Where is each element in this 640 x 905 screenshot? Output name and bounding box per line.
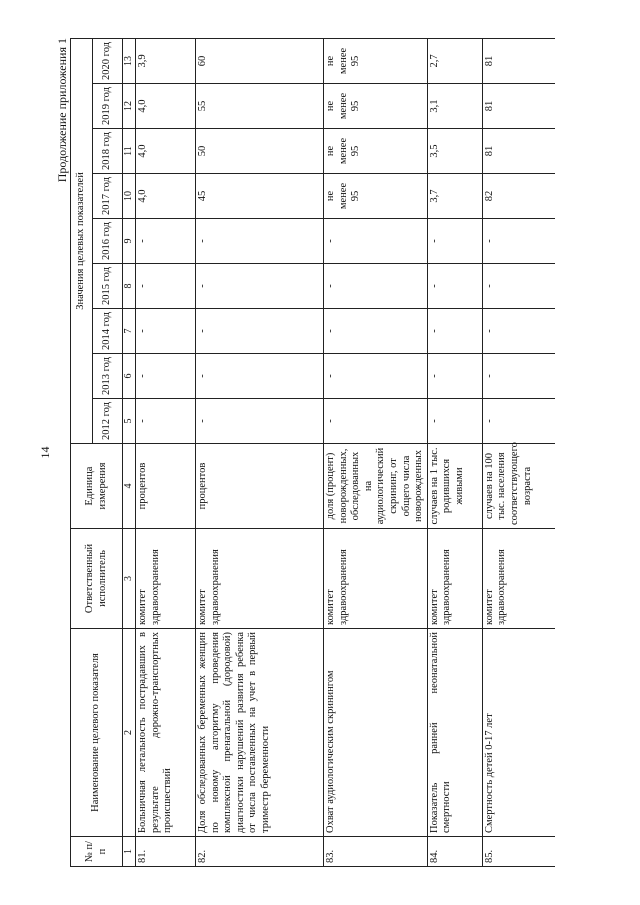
value-cell: - (324, 264, 428, 309)
indicator-name: Доля обследованных беременных женщин по новому алгоритму проведения комплексной пренатальной (дородовой) диагностики нарушений развития ребенка от числа поставленных на учет в первый триместр беременности (196, 629, 324, 837)
value-cell: - (324, 399, 428, 444)
table-row (482, 38, 554, 866)
value-cell: не менее 95 (324, 174, 428, 219)
header-year: 2015 год (93, 264, 123, 309)
table-row (324, 38, 428, 866)
value-cell: - (196, 264, 324, 309)
row-number: 82. (196, 837, 324, 867)
value-cell: 60 (196, 38, 324, 83)
measurement-unit: процентов (136, 444, 196, 529)
value-cell: - (196, 399, 324, 444)
header-unit: Единица измерения (71, 444, 123, 529)
header-year: 2020 год (93, 38, 123, 83)
value-cell: 4,0 (136, 84, 196, 129)
column-number: 4 (123, 444, 136, 529)
column-number: 8 (123, 264, 136, 309)
page-number: 14 (38, 446, 52, 459)
value-cell: - (324, 354, 428, 399)
measurement-unit: процентов (196, 444, 324, 529)
column-number: 9 (123, 219, 136, 264)
indicator-name: Больничная летальность пострадавших в результате дорожно-транспортных происшествий (136, 629, 196, 837)
column-number: 5 (123, 399, 136, 444)
header-year: 2014 год (93, 309, 123, 354)
header-year: 2018 год (93, 129, 123, 174)
value-cell: - (427, 354, 482, 399)
column-number: 1 (123, 837, 136, 867)
header-values-group: Значения целевых показателей (71, 38, 93, 443)
value-cell: 3,7 (427, 174, 482, 219)
row-number: 81. (136, 837, 196, 867)
value-cell: 2,7 (427, 38, 482, 83)
responsible-executor: комитет здравоохранения (136, 529, 196, 629)
measurement-unit: доля (процент) новорожденных, обследованных на аудиологический скрининг, от общего числа новорожденных (324, 444, 428, 529)
column-number: 13 (123, 38, 136, 83)
value-cell: 3,5 (427, 129, 482, 174)
header-num: № п/п (71, 837, 123, 867)
value-cell: 81 (482, 84, 554, 129)
value-cell: 50 (196, 129, 324, 174)
column-number: 11 (123, 129, 136, 174)
value-cell: - (196, 354, 324, 399)
value-cell: - (324, 219, 428, 264)
header-year: 2013 год (93, 354, 123, 399)
indicator-name: Охват аудиологическим скринингом (324, 629, 428, 837)
value-cell: не менее 95 (324, 129, 428, 174)
table-row (136, 38, 196, 866)
value-cell: - (136, 354, 196, 399)
value-cell: - (482, 399, 554, 444)
column-number: 7 (123, 309, 136, 354)
header-name: Наименование целевого показателя (71, 629, 123, 837)
value-cell: - (482, 219, 554, 264)
measurement-unit: случаев на 100 тыс. населения соответствующего возраста (482, 444, 554, 529)
value-cell: 81 (482, 129, 554, 174)
column-number: 2 (123, 629, 136, 837)
header-year: 2017 год (93, 174, 123, 219)
measurement-unit: случаев на 1 тыс. родившихся живыми (427, 444, 482, 529)
value-cell: 82 (482, 174, 554, 219)
value-cell: - (196, 309, 324, 354)
value-cell: 3,9 (136, 38, 196, 83)
value-cell: - (427, 219, 482, 264)
value-cell: 55 (196, 84, 324, 129)
value-cell: - (427, 309, 482, 354)
value-cell: 4,0 (136, 129, 196, 174)
header-year: 2012 год (93, 399, 123, 444)
header-responsible: Ответственный исполнитель (71, 529, 123, 629)
value-cell: - (136, 399, 196, 444)
header-year: 2016 год (93, 219, 123, 264)
value-cell: - (482, 309, 554, 354)
value-cell: - (136, 264, 196, 309)
value-cell: - (427, 264, 482, 309)
row-number: 85. (482, 837, 554, 867)
column-number: 3 (123, 529, 136, 629)
table-row (427, 38, 482, 866)
row-number: 83. (324, 837, 428, 867)
indicator-name: Смертность детей 0-17 лет (482, 629, 554, 837)
value-cell: - (196, 219, 324, 264)
indicator-name: Показатель ранней неонатальной смертности (427, 629, 482, 837)
responsible-executor: комитет здравоохранения (324, 529, 428, 629)
value-cell: 81 (482, 38, 554, 83)
table-row (196, 38, 324, 866)
value-cell: не менее 95 (324, 38, 428, 83)
responsible-executor: комитет здравоохранения (196, 529, 324, 629)
column-number: 10 (123, 174, 136, 219)
value-cell: 4,0 (136, 174, 196, 219)
value-cell: - (482, 354, 554, 399)
row-number: 84. (427, 837, 482, 867)
value-cell: 3,1 (427, 84, 482, 129)
value-cell: не менее 95 (324, 84, 428, 129)
value-cell: - (324, 309, 428, 354)
value-cell: - (136, 309, 196, 354)
value-cell: 45 (196, 174, 324, 219)
responsible-executor: комитет здравоохранения (482, 529, 554, 629)
value-cell: - (136, 219, 196, 264)
value-cell: - (482, 264, 554, 309)
value-cell: - (427, 399, 482, 444)
indicators-table (70, 38, 555, 867)
responsible-executor: комитет здравоохранения (427, 529, 482, 629)
column-number: 6 (123, 354, 136, 399)
continuation-note: Продолжение приложения 1 (55, 38, 69, 183)
header-year: 2019 год (93, 84, 123, 129)
column-number: 12 (123, 84, 136, 129)
